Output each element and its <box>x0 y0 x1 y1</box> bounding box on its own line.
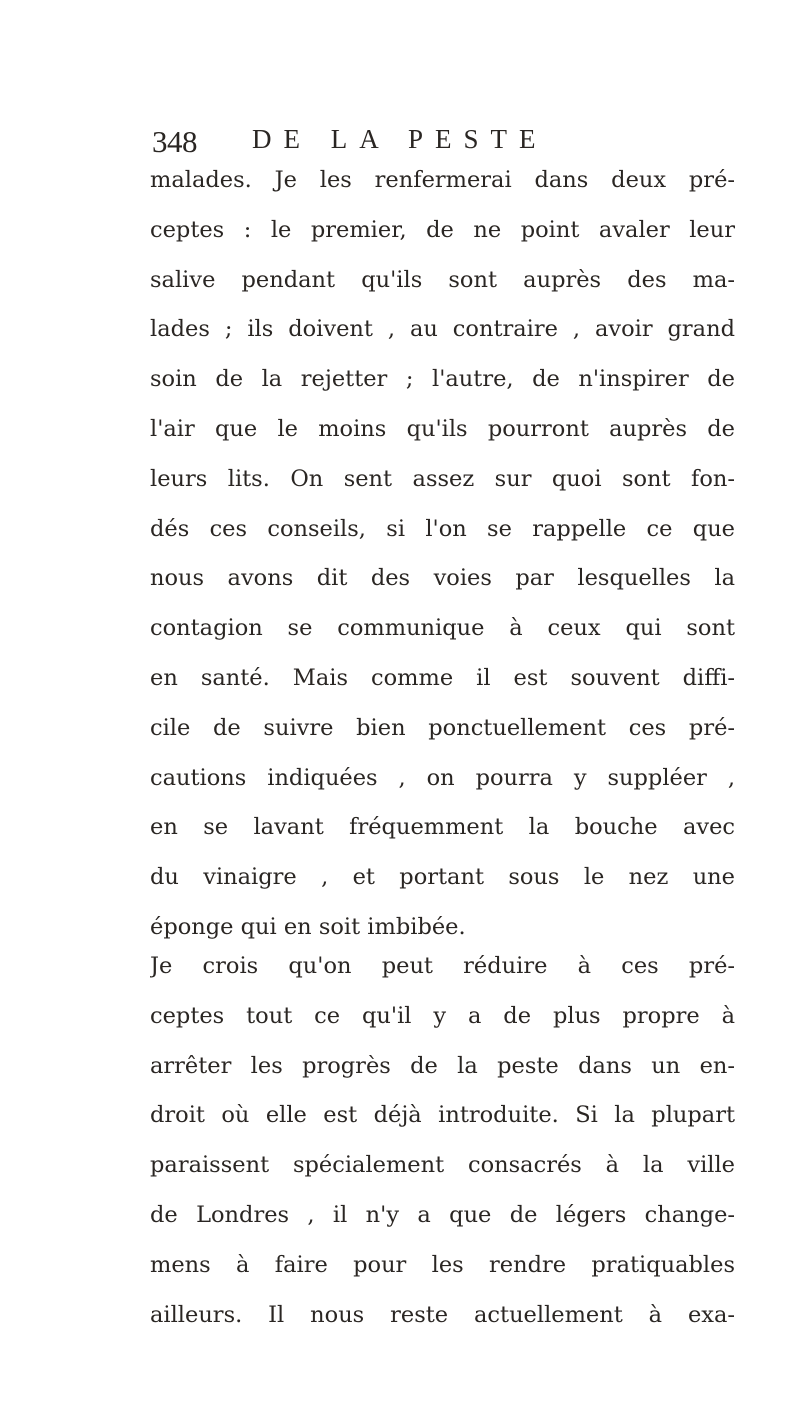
running-title: DE LA PESTE <box>252 124 548 154</box>
text-line: cile de suivre bien ponctuellement ces pré- <box>150 714 735 741</box>
text-line: du vinaigre , et portant sous le nez une <box>150 864 735 891</box>
text-line: l'air que le moins qu'ils pourront auprès de <box>150 415 735 442</box>
text-line: ceptes : le premier, de ne point avaler leur <box>150 216 735 243</box>
page-number: 348 <box>152 124 197 159</box>
text-line: mens à faire pour les rendre pratiquables <box>150 1251 735 1278</box>
text-line: lades ; ils doivent , au contraire , avoir grand <box>150 316 735 343</box>
text-line: Je crois qu'on peut réduire à ces pré- <box>150 953 735 979</box>
text-line: éponge qui en soit imbibée. <box>150 913 466 940</box>
text-line: paraissent spécialement consacrés à la ville <box>150 1152 735 1179</box>
text-line: nous avons dit des voies par lesquelles la <box>150 565 735 592</box>
paragraph <box>150 942 735 1340</box>
text-line: dés ces conseils, si l'on se rappelle ce que <box>150 515 735 542</box>
paragraph <box>150 156 735 953</box>
text-line: de Londres , il n'y a que de légers change- <box>150 1201 735 1228</box>
text-line: ceptes tout ce qu'il y a de plus propre à <box>150 1002 735 1029</box>
text-line: droit où elle est déjà introduite. Si la plupart <box>150 1102 735 1129</box>
text-line: contagion se communique à ceux qui sont <box>150 615 735 642</box>
text-line: ailleurs. Il nous reste actuellement à exa- <box>150 1301 735 1328</box>
text-line: salive pendant qu'ils sont auprès des ma- <box>150 266 735 293</box>
text-line: arrêter les progrès de la peste dans un en- <box>150 1052 735 1079</box>
text-line: en se lavant fréquemment la bouche avec <box>150 814 735 841</box>
text-line: leurs lits. On sent assez sur quoi sont fon- <box>150 465 735 492</box>
text-line: en santé. Mais comme il est souvent diffi- <box>150 664 735 691</box>
text-line: cautions indiquées , on pourra y suppléer , <box>150 764 735 791</box>
text-line: soin de la rejetter ; l'autre, de n'inspirer de <box>150 366 735 393</box>
text-line: malades. Je les renfermerai dans deux pré- <box>150 167 735 193</box>
